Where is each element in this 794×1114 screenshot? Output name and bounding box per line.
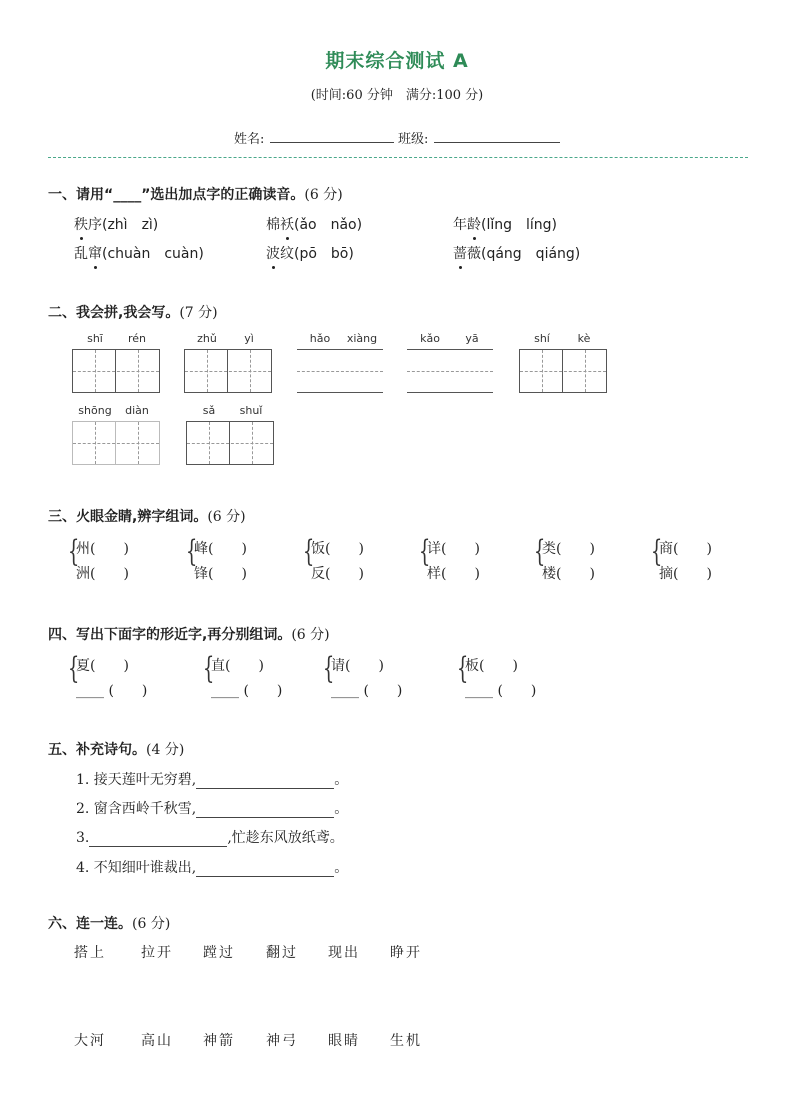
brace-icon: { [650,534,663,569]
char: 类 [542,541,556,557]
pinyin-syllable: shōng [78,404,112,417]
pinyin-syllable: shí [534,332,550,345]
section-6-heading [48,913,170,933]
pronunciation-item [266,214,362,234]
brace-icon: { [322,651,335,686]
char-row [194,538,247,558]
char: 商 [659,541,673,557]
pinyin-syllable: hǎo [309,332,331,345]
match-word-top[interactable]: 翻过 [266,945,298,961]
section-5-title: 五、补充诗句。 [48,742,146,758]
char-row[interactable]: ____ ( ) [331,683,403,699]
pronunciation-item [453,214,557,234]
char: 夏 [76,658,90,674]
page-title: 期末综合测试 A [325,50,469,72]
grid-guide [252,422,253,464]
writing-grid[interactable] [519,349,607,393]
grid-guide [250,350,251,392]
pronunciation-item [74,243,204,263]
answer-paren[interactable]: ( ) [673,566,712,582]
grid-guide [209,422,210,464]
class-field[interactable] [434,128,560,143]
match-word-bottom[interactable]: 神弓 [266,1033,298,1049]
poem-suffix: 。 [334,860,349,876]
pinyin-syllable: yā [465,332,479,345]
pinyin-syllable: kǎo [420,332,440,345]
pronunciation-item [74,214,158,234]
writing-grid[interactable] [186,421,274,465]
section-2-heading [48,302,218,322]
section-4-points: (6 分) [291,627,330,643]
grid-guide [542,350,543,392]
writing-grid[interactable] [184,349,272,393]
char: 洲 [76,566,90,582]
brace-icon: { [418,534,431,569]
answer-paren[interactable]: ( ) [90,541,129,557]
section-6-title: 六、连一连。 [48,916,132,932]
section-3-heading [48,506,246,526]
match-word-top[interactable]: 拉开 [141,945,173,961]
grid-guide [187,443,273,444]
answer-blank[interactable] [196,803,334,818]
grid-guide [585,350,586,392]
poem-prefix: 2. 窗含西岭千秋雪, [76,801,197,817]
grid-guide [95,350,96,392]
match-word-bottom[interactable]: 高山 [141,1033,173,1049]
char-row [659,563,712,583]
word-char: 薇 [467,246,481,262]
poem-line [76,769,348,789]
grid-guide [73,443,159,444]
pinyin-syllable: sǎ [202,404,216,417]
match-word-bottom[interactable]: 神箭 [203,1033,235,1049]
char: 锋 [194,566,208,582]
match-word-top[interactable]: 现出 [328,945,360,961]
pinyin-options[interactable]: (lǐng líng) [481,217,558,233]
char-row [427,538,480,558]
poem-prefix: 4. 不知细叶谁裁出, [76,860,197,876]
match-word-top[interactable]: 蹚过 [203,945,235,961]
brace-icon: { [67,651,80,686]
poem-line [76,857,348,877]
section-1-title: 一、请用“____”选出加点字的正确读音。 [48,187,305,203]
answer-paren[interactable]: ( ) [441,541,480,557]
grid-guide [95,422,96,464]
section-1-heading [48,184,343,204]
char: 直 [211,658,225,674]
grid-guide [207,350,208,392]
char-row[interactable]: ____ ( ) [211,683,283,699]
answer-paren[interactable]: ( ) [345,658,384,674]
answer-paren[interactable]: ( ) [673,541,712,557]
char: 样 [427,566,441,582]
char-row [76,655,129,675]
char-row[interactable]: ____ ( ) [465,683,537,699]
dotted-char: 窜 [88,243,102,263]
char: 请 [331,658,345,674]
section-5-points: (4 分) [146,742,185,758]
char: 详 [427,541,441,557]
answer-blank[interactable] [196,862,334,877]
word-char: 棉 [266,217,280,233]
char-row [427,563,480,583]
pinyin-syllable: rén [127,332,147,345]
answer-paren[interactable]: ( ) [479,658,518,674]
pinyin-options[interactable]: (qáng qiáng) [481,246,581,262]
answer-paren[interactable]: ( ) [556,541,595,557]
char-row [542,563,595,583]
section-3-points: (6 分) [207,509,246,525]
poem-prefix: 3. [76,830,90,846]
char-row [465,655,518,675]
poem-suffix: 。 [334,772,349,788]
word-char: 乱 [74,246,88,262]
answer-paren[interactable]: ( ) [325,541,364,557]
char-row[interactable]: ____ ( ) [76,683,148,699]
dotted-char: 龄 [467,214,481,234]
writing-grid[interactable] [72,421,160,465]
brace-icon: { [533,534,546,569]
writing-lines[interactable] [297,349,383,393]
poem-prefix: 1. 接天莲叶无穷碧, [76,772,197,788]
match-word-top[interactable]: 搭上 [74,945,106,961]
brace-icon: { [302,534,315,569]
poem-line [76,798,348,818]
writing-lines[interactable] [407,349,493,393]
answer-paren[interactable]: ( ) [325,566,364,582]
char-row [76,563,129,583]
pinyin-syllable: xiàng [346,332,378,345]
grid-guide [185,371,271,372]
brace-icon: { [202,651,215,686]
midline [297,371,383,372]
char: 饭 [311,541,325,557]
brace-icon: { [67,534,80,569]
dotted-char: 秩 [74,214,88,234]
grid-guide [138,422,139,464]
brace-icon: { [456,651,469,686]
dotted-char: 蔷 [453,243,467,263]
pinyin-options[interactable]: (ǎo nǎo) [294,217,363,233]
char-row [331,655,384,675]
dotted-char: 波 [266,243,280,263]
char: 摘 [659,566,673,582]
char-row [542,538,595,558]
pinyin-options[interactable]: (zhì zì) [102,217,159,233]
name-field[interactable] [270,128,394,143]
char: 峰 [194,541,208,557]
poem-line [76,827,344,847]
pinyin-syllable: kè [577,332,591,345]
pinyin-syllable: diàn [125,404,149,417]
char-row [311,538,364,558]
char-row [76,538,129,558]
class-label: 班级: [398,132,429,147]
pronunciation-item [453,243,580,263]
char-row [194,563,247,583]
answer-paren[interactable]: ( ) [441,566,480,582]
exam-time-info: (时间:60 分钟 满分:100 分) [310,88,484,103]
section-5-heading [48,739,184,759]
word-char: 序 [88,217,102,233]
match-word-bottom[interactable]: 生机 [390,1033,422,1049]
char-row [659,538,712,558]
header-divider [48,157,748,158]
match-word-top[interactable]: 睁开 [390,945,422,961]
grid-guide [138,350,139,392]
char-row [311,563,364,583]
answer-paren[interactable]: ( ) [556,566,595,582]
pinyin-syllable: zhǔ [197,332,217,345]
midline [407,371,493,372]
char: 楼 [542,566,556,582]
section-3-title: 三、火眼金睛,辨字组词。 [48,509,208,525]
answer-paren[interactable]: ( ) [208,566,247,582]
answer-blank[interactable] [89,832,227,847]
pinyin-syllable: yì [244,332,254,345]
poem-suffix: 。 [334,801,349,817]
section-2-points: (7 分) [179,305,218,321]
section-4-heading [48,624,330,644]
pinyin-options[interactable]: (pō bō) [294,246,354,262]
word-char: 纹 [280,246,294,262]
pinyin-options[interactable]: (chuàn cuàn) [102,246,204,262]
section-2-title: 二、我会拼,我会写。 [48,305,180,321]
answer-paren[interactable]: ( ) [208,541,247,557]
char: 板 [465,658,479,674]
section-6-points: (6 分) [132,916,171,932]
poem-suffix: ,忙趁东风放纸鸢。 [227,830,344,846]
pronunciation-item [266,243,354,263]
pinyin-syllable: shī [87,332,103,345]
grid-guide [73,371,159,372]
pinyin-syllable: shuǐ [239,404,263,417]
answer-paren[interactable]: ( ) [90,566,129,582]
match-word-bottom[interactable]: 眼睛 [328,1033,360,1049]
answer-paren[interactable]: ( ) [225,658,264,674]
answer-paren[interactable]: ( ) [90,658,129,674]
char: 反 [311,566,325,582]
writing-grid[interactable] [72,349,160,393]
word-char: 年 [453,217,467,233]
name-label: 姓名: [234,132,265,147]
section-4-title: 四、写出下面字的形近字,再分别组词。 [48,627,292,643]
dotted-char: 袄 [280,214,294,234]
brace-icon: { [185,534,198,569]
char: 州 [76,541,90,557]
char-row [211,655,264,675]
section-1-points: (6 分) [304,187,343,203]
answer-blank[interactable] [196,774,334,789]
match-word-bottom[interactable]: 大河 [74,1033,106,1049]
grid-guide [520,371,606,372]
